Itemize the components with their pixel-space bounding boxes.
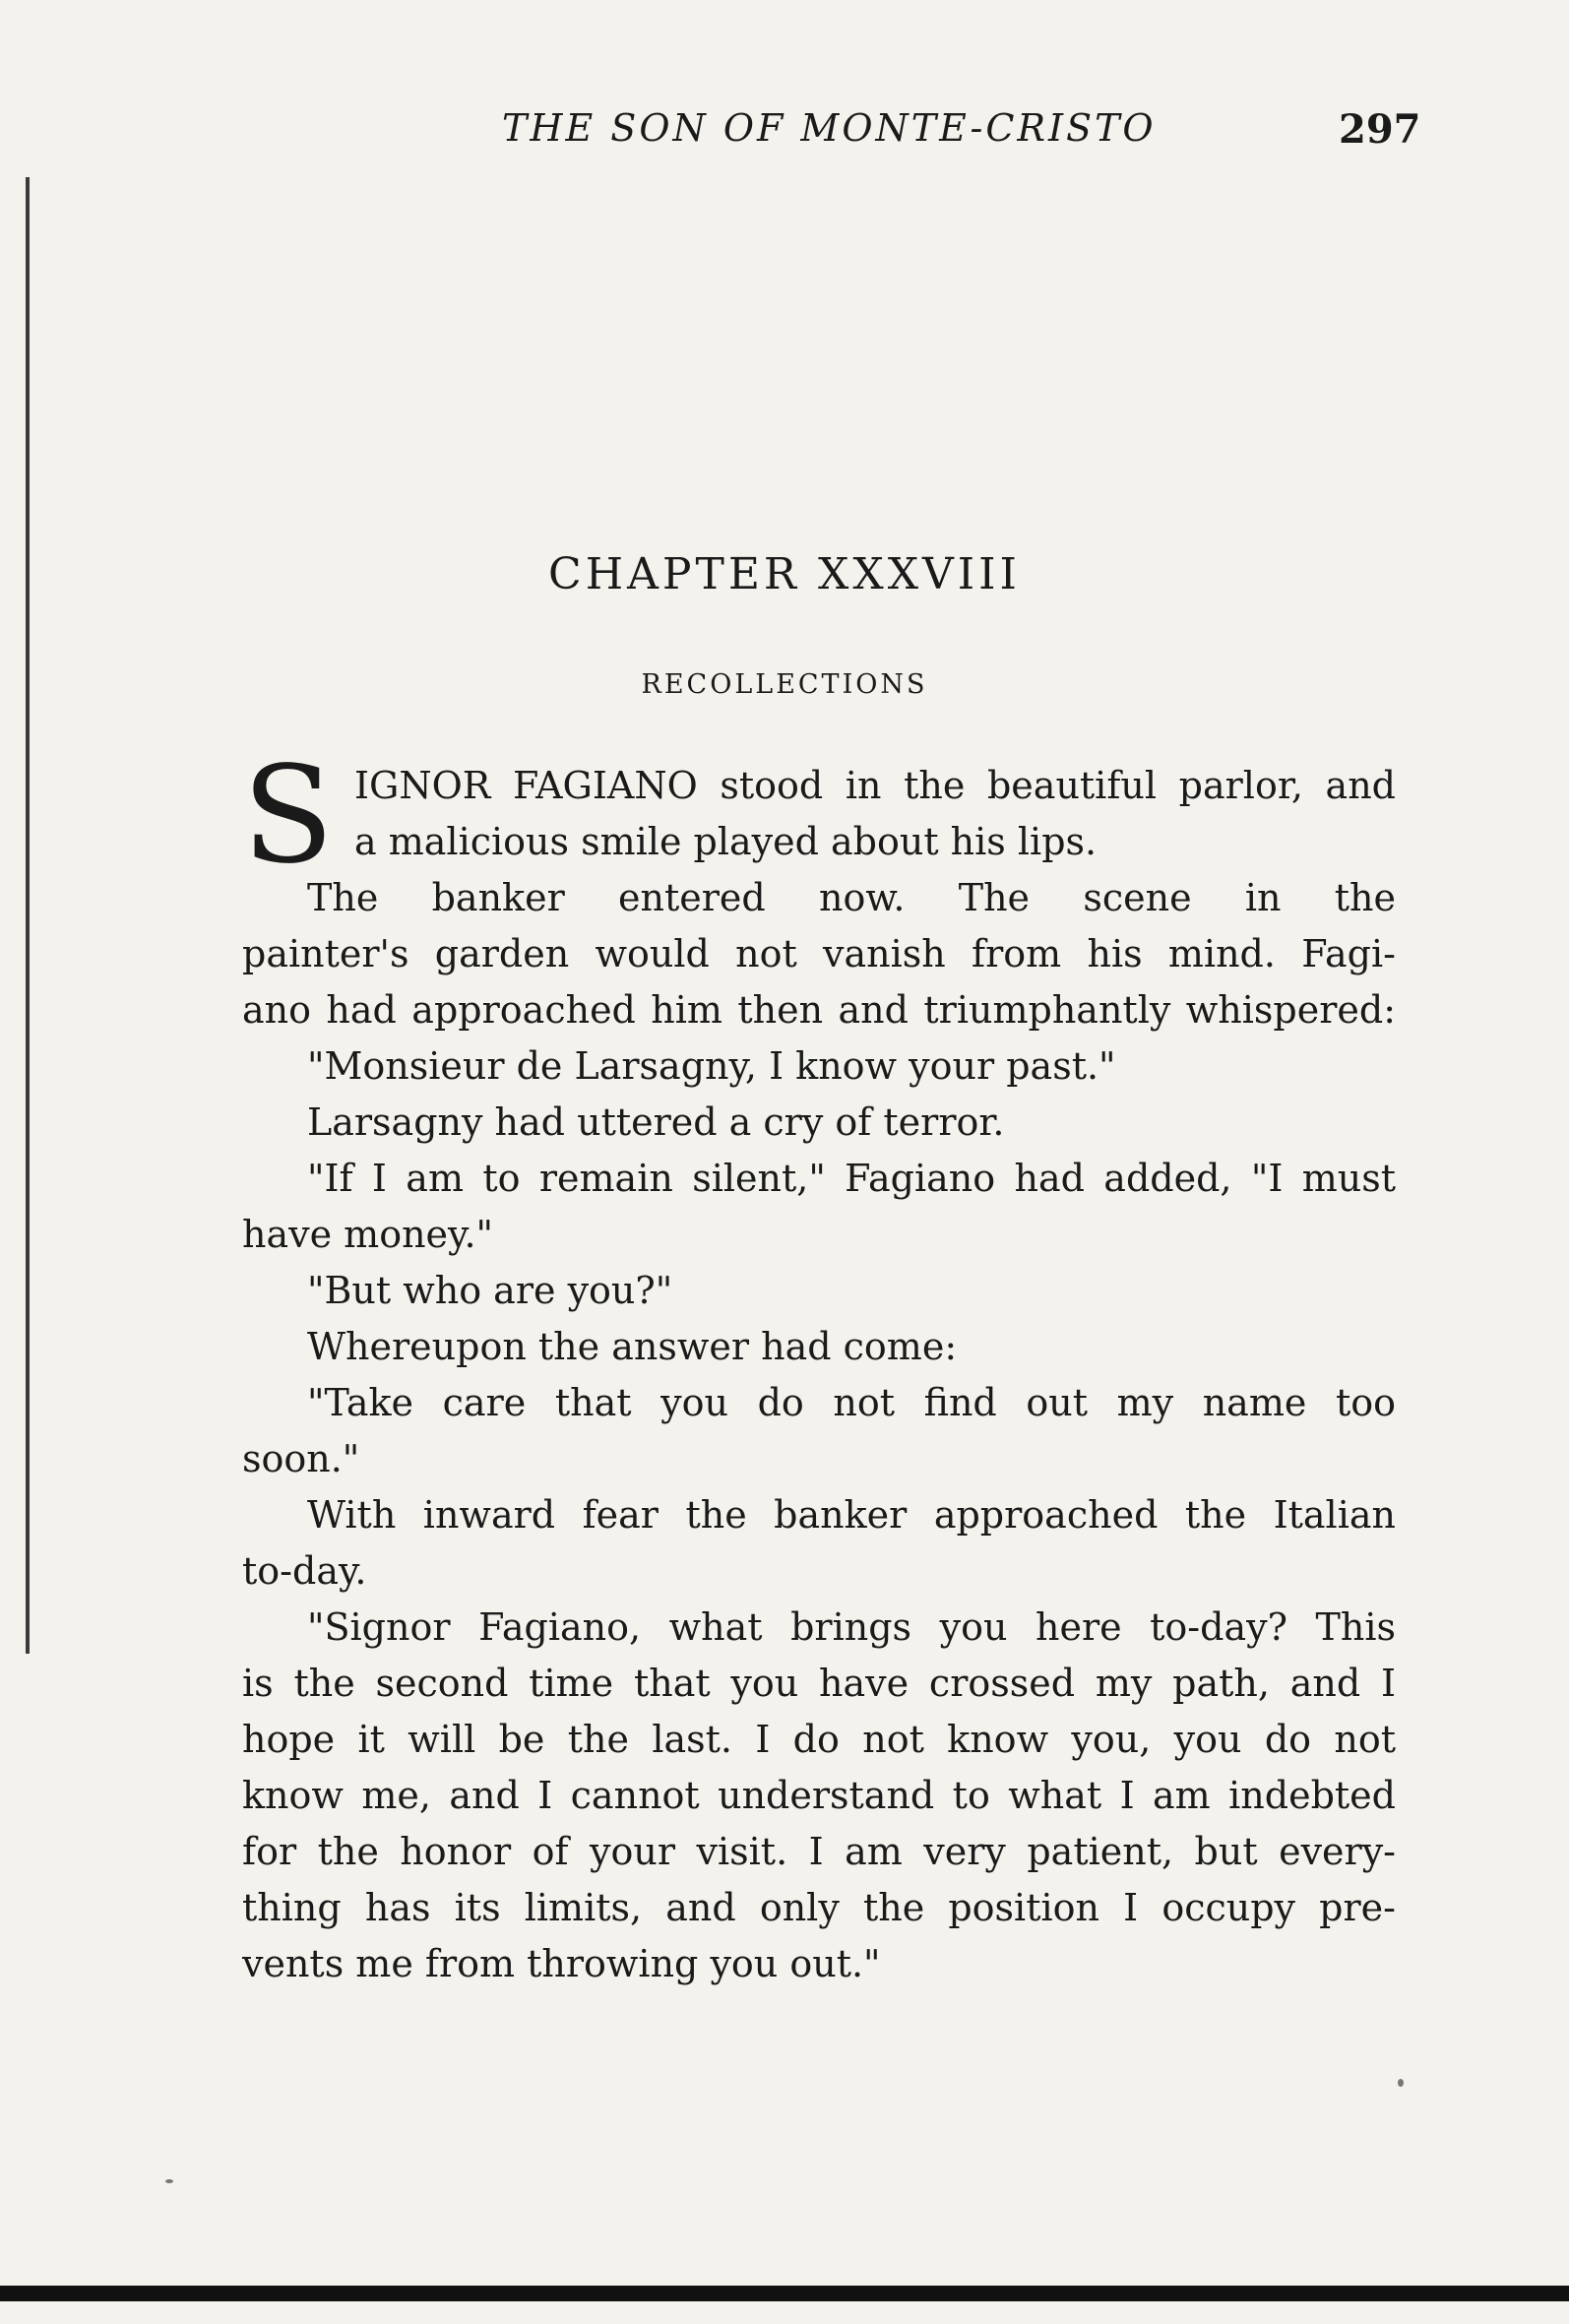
- text-line: know me, and I cannot understand to what I am indebted: [242, 1774, 1396, 1817]
- text-line: to-day.: [242, 1549, 367, 1593]
- text-line: thing has its limits, and only the position I occupy pre-: [242, 1886, 1396, 1929]
- text-line: "Monsieur de Larsagny, I know your past.": [307, 1044, 1116, 1088]
- binding-edge-shadow: [26, 177, 30, 1654]
- running-head-title: THE SON OF MONTE-CRISTO: [502, 106, 1157, 150]
- text-line: "But who are you?": [307, 1269, 673, 1312]
- text-line: for the honor of your visit. I am very patient, but every-: [242, 1830, 1396, 1873]
- page-number: 297: [1339, 106, 1421, 153]
- chapter-subtitle: RECOLLECTIONS: [641, 669, 928, 700]
- drop-cap: S: [242, 738, 335, 894]
- print-speck: [1398, 2079, 1404, 2087]
- print-speck: [165, 2179, 173, 2183]
- text-line: ano had approached him then and triumphantly whispered:: [242, 988, 1396, 1032]
- text-line: With inward fear the banker approached the Italian: [307, 1493, 1396, 1537]
- text-line: IGNOR FAGIANO stood in the beautiful parlor, and: [354, 764, 1396, 807]
- text-line: Whereupon the answer had come:: [307, 1325, 958, 1368]
- text-line: painter's garden would not vanish from his mind. Fagi-: [242, 932, 1396, 975]
- page-bottom-edge: [0, 2286, 1569, 2301]
- text-line: is the second time that you have crossed my path, and I: [242, 1662, 1396, 1705]
- text-line: have money.": [242, 1213, 494, 1256]
- text-line: vents me from throwing you out.": [242, 1942, 881, 1985]
- text-line: a malicious smile played about his lips.: [354, 820, 1098, 863]
- body-text: [242, 738, 1396, 1992]
- text-line: soon.": [242, 1437, 360, 1480]
- text-line: The banker entered now. The scene in the: [307, 876, 1396, 919]
- opening-paragraph: [242, 738, 1396, 894]
- text-line: "If I am to remain silent," Fagiano had added, "I must: [307, 1157, 1396, 1200]
- text-line: Larsagny had uttered a cry of terror.: [307, 1100, 1005, 1144]
- chapter-heading: CHAPTER XXXVIII: [548, 549, 1021, 599]
- text-line: hope it will be the last. I do not know you, you do not: [242, 1718, 1396, 1761]
- text-line: "Signor Fagiano, what brings you here to-day? This: [307, 1605, 1396, 1649]
- text-line: "Take care that you do not find out my name too: [307, 1381, 1396, 1424]
